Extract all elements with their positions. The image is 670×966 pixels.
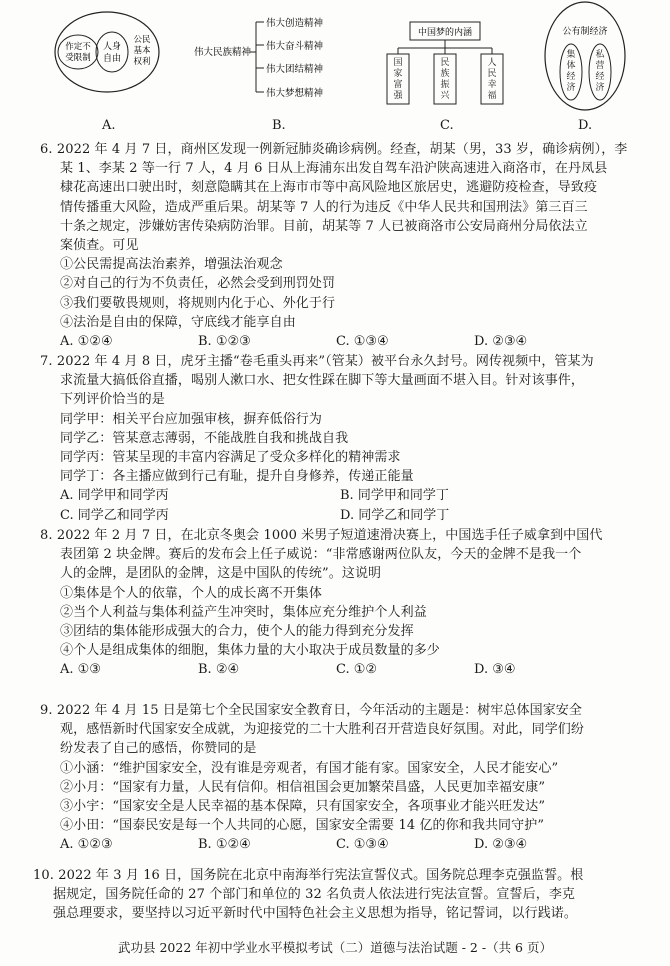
q7-option-c[interactable]: C. 同学乙和同学丙 <box>60 507 169 523</box>
question-7 <box>40 352 658 525</box>
figure-a-right-3: 权利 <box>133 57 151 67</box>
figure-d <box>540 0 630 115</box>
q7-option-a[interactable]: A. 同学甲和同学丙 <box>60 488 169 504</box>
figure-c-child-2: 民 族 振 兴 <box>440 58 450 101</box>
figure-b-branch-1: 伟大创造精神 <box>266 18 324 29</box>
figure-b <box>192 0 352 110</box>
q8-statement-2: ②当个人利益与集体利益产生冲突时，集体应充分维护个人利益 <box>60 604 427 620</box>
q7-statement-2: 同学乙：管某意志薄弱，不能战胜自我和挑战自我 <box>60 430 349 446</box>
figure-a-mid-2: 自由 <box>102 54 122 64</box>
figure-a-right-1: 公民 <box>133 35 151 45</box>
q7-option-d[interactable]: D. 同学乙和同学丁 <box>340 507 450 523</box>
figure-a-inner-1: 作定不 <box>65 42 91 52</box>
q6-line-4: 情传播重大风险，造成严重后果。胡某等 7 人的行为违反《中华人民共和国刑法》第三百三 <box>60 199 588 215</box>
q8-option-a[interactable]: A. ①③ <box>60 662 101 678</box>
q8-option-c[interactable]: C. ①② <box>336 662 378 678</box>
figure-a-diagram <box>52 0 162 100</box>
q8-line-2: 表团第 2 块金牌。赛后的发布会上任子威说：“非常感谢两位队友，今天的金牌不是我一个 <box>60 547 582 563</box>
figure-a <box>52 0 162 110</box>
q7-option-b[interactable]: B. 同学甲和同学丁 <box>340 488 449 504</box>
figure-c-label: C. <box>440 118 454 133</box>
figure-d-label: D. <box>578 118 593 133</box>
q8-option-b[interactable]: B. ②④ <box>198 662 240 678</box>
figure-d-diagram <box>540 0 630 112</box>
q6-statement-3: ③我们要敬畏规则，将规则内化于心、外化于行 <box>60 295 336 311</box>
q9-line-2: 观，感悟新时代国家安全成就，为迎接党的二十大胜利召开营造良好氛围。对此，同学们纷 <box>60 722 585 738</box>
q6-option-a[interactable]: A. ①②④ <box>60 334 113 350</box>
q7-options-row-1 <box>40 486 658 505</box>
q7-statement-1: 同学甲：相关平台应加强审核，摒弃低俗行为 <box>60 411 323 427</box>
q8-statement-3: ③团结的集体能形成强大的合力，使个人的能力得到充分发挥 <box>60 624 414 640</box>
q8-statement-1: ①集体是个人的依靠，个人的成长离不开集体 <box>60 585 323 601</box>
figure-a-inner-2: 受限制 <box>65 53 91 63</box>
q9-line-3: 纷发表了自己的感悟，你赞同的是 <box>60 741 257 757</box>
q6-line-2: 某 1、李某 2 等一行 7 人，4 月 6 日从上海浦东出发自驾车沿沪陕高速进入商洛市，在丹凤县 <box>60 161 608 177</box>
question-9 <box>40 701 658 855</box>
q9-options <box>40 835 658 854</box>
q9-statement-2: ②小月：“国家有力量，人民有信仰。相信祖国会更加繁荣昌盛，人民更加幸福安康” <box>60 779 546 795</box>
figure-c <box>376 0 516 110</box>
figure-b-branch-3: 伟大团结精神 <box>266 64 324 75</box>
q7-options-row-2 <box>40 506 658 525</box>
question-10 <box>33 866 658 924</box>
q8-option-d[interactable]: D. ③④ <box>474 662 516 678</box>
figure-c-top: 中国梦的内涵 <box>417 28 473 38</box>
q7-line-2: 求流量大搞低俗直播，喝别人漱口水、把女性踩在脚下等大量画面不堪入目。针对该事件， <box>60 373 585 389</box>
q9-option-a[interactable]: A. ①②③ <box>60 837 113 853</box>
figure-b-root: 伟大民族精神 <box>194 47 252 58</box>
q7-statement-4: 同学丁：各主播应做到行己有耻，提升自身修养，传递正能量 <box>60 469 414 485</box>
q6-statement-1: ①公民需提高法治素养，增强法治观念 <box>60 257 283 273</box>
q9-option-b[interactable]: B. ①②④ <box>198 837 251 853</box>
figure-d-outer: 公有制经济 <box>562 27 608 37</box>
figure-options-row <box>0 0 670 140</box>
q10-line-2: 据规定，国务院任命的 27 个部门和单位的 32 名负责人依法进行宪法宣誓。宣誓后，李克 <box>53 887 576 903</box>
figure-b-branch-4: 伟大梦想精神 <box>266 88 324 99</box>
figure-d-right: 私 营 经 济 <box>595 50 605 93</box>
q9-statement-3: ③小宇：“国家安全是人民幸福的基本保障，只有国家安全，各项事业才能兴旺发达” <box>60 799 546 815</box>
figure-a-right-2: 基本 <box>133 46 151 56</box>
q9-statement-4: ④小田：“国泰民安是每一个人共同的心愿，国家安全需要 14 亿的你和我共同守护” <box>60 818 545 834</box>
q7-statement-3: 同学丙：管某呈现的丰富内容满足了受众多样化的精神需求 <box>60 450 401 466</box>
figure-c-child-1: 国 家 富 强 <box>393 58 403 101</box>
figure-d-left: 集 体 经 济 <box>566 50 576 93</box>
q6-line-1: 6. 2022 年 4 月 7 日，商州区发现一例新冠肺炎确诊病例。经查，胡某（男，33 岁，确诊病例），李 <box>40 142 628 157</box>
q6-statement-4: ④法治是自由的保障，守底线才能享自由 <box>60 314 296 330</box>
figure-c-child-3: 人 民 幸 福 <box>487 58 497 101</box>
q6-line-3: 棣花高速出口驶出时，刻意隐瞒其在上海市市等中高风险地区旅居史，逃避防疫检查，导致疫 <box>60 180 598 196</box>
q8-line-1: 8. 2022 年 2 月 7 日，在北京冬奥会 1000 米男子短道速滑决赛上，中国选手任子威拿到中国代 <box>40 528 603 543</box>
q6-options <box>40 332 658 351</box>
figure-b-branch-2: 伟大奋斗精神 <box>266 41 324 52</box>
figure-a-mid-1: 人身 <box>102 42 122 52</box>
q9-statement-1: ①小涵：“维护国家安全，没有谁是旁观者，有国才能有家。国家安全，人民才能安心” <box>60 760 559 776</box>
q8-options <box>40 660 658 679</box>
q6-line-6: 案侦查。可见 <box>60 238 139 254</box>
figure-b-label: B. <box>272 118 286 133</box>
q9-line-1: 9. 2022 年 4 月 15 日是第七个全民国家安全教育日，今年活动的主题是：树牢总体国家安全 <box>40 703 582 718</box>
page-footer: 武功县 2022 年初中学业水平模拟考试（二）道德与法治试题 - 2 -（共 6 页） <box>118 940 552 955</box>
q8-line-3: 人的金牌，是团队的金牌，这是中国队的传统”。这说明 <box>60 566 382 582</box>
q6-statement-2: ②对自己的行为不负责任，必然会受到刑罚处罚 <box>60 276 336 292</box>
q9-option-c[interactable]: C. ①③④ <box>336 837 389 853</box>
q6-option-b[interactable]: B. ①②③ <box>198 334 251 350</box>
q7-line-3: 下列评价恰当的是 <box>60 392 165 408</box>
q6-option-c[interactable]: C. ①③④ <box>336 334 389 350</box>
question-8 <box>40 526 658 680</box>
figure-a-label: A. <box>102 118 116 133</box>
q7-line-1: 7. 2022 年 4 月 8 日，虎牙主播“卷毛重头再来”（管某）被平台永久封号。网传视频中，管某为 <box>40 354 594 369</box>
q10-line-3: 强总理要求，要坚持以习近平新时代中国特色社会主义思想为指导，铭记誓词，以行践诺。 <box>53 906 578 922</box>
q10-line-1: 10. 2022 年 3 月 16 日，国务院在北京中南海举行宪法宣誓仪式。国务院总理李克强监誓。根 <box>33 868 584 883</box>
figure-b-diagram <box>192 0 352 105</box>
q6-option-d[interactable]: D. ②③④ <box>474 334 528 350</box>
q6-line-5: 十条之规定，涉嫌妨害传染病防治罪。目前，胡某等 7 人已被商洛市公安局商州分局依法立 <box>60 218 588 234</box>
question-6 <box>40 140 658 351</box>
q8-statement-4: ④个人是组成集体的细胞，集体力量的大小取决于成员数量的多少 <box>60 643 440 659</box>
q9-option-d[interactable]: D. ②③④ <box>474 837 528 853</box>
